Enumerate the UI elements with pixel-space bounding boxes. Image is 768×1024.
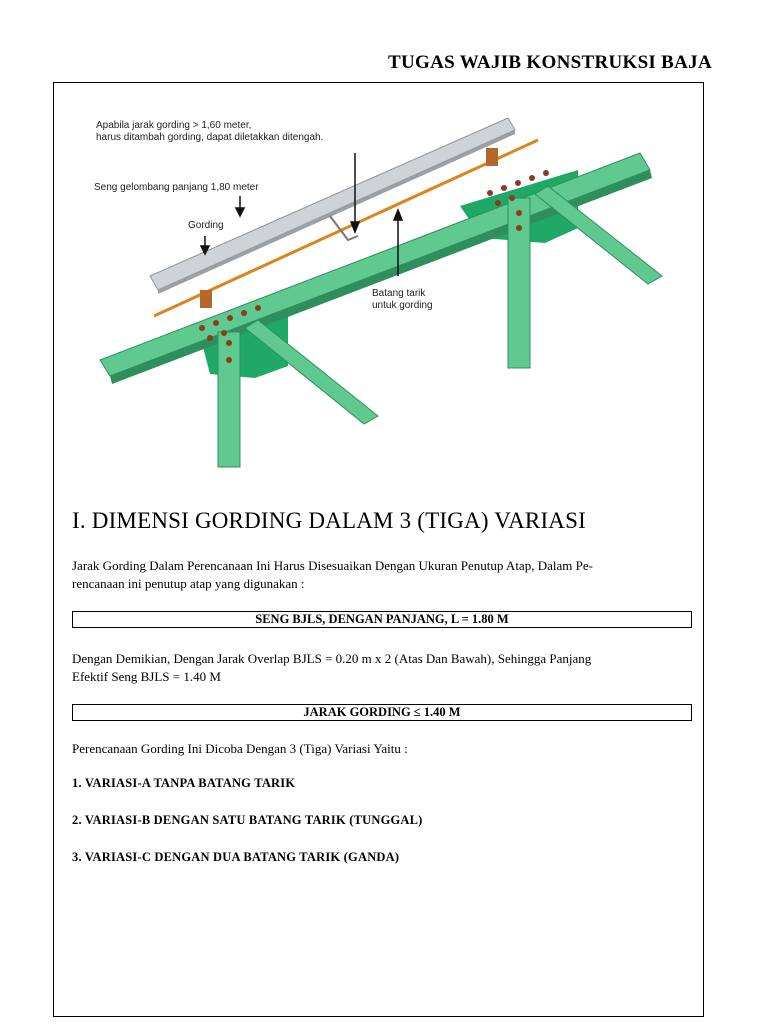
paragraph-intro-line2: rencanaan ini penutup atap yang digunakan : bbox=[72, 576, 305, 591]
paragraph-variasi-intro: Perencanaan Gording Ini Dicoba Dengan 3 (Tiga) Variasi Yaitu : bbox=[72, 741, 408, 756]
spec-box-jarak-gording: JARAK GORDING ≤ 1.40 M bbox=[72, 704, 692, 721]
label-gording: Gording bbox=[188, 220, 224, 231]
section-title: I. DIMENSI GORDING DALAM 3 (TIGA) VARIASI bbox=[72, 508, 586, 533]
roof-sheet bbox=[150, 118, 515, 290]
label-batang-tarik-line1: Batang tarik bbox=[372, 288, 426, 299]
document-header-title: TUGAS WAJIB KONSTRUKSI BAJA bbox=[388, 52, 712, 73]
label-seng-gelombang: Seng gelombang panjang 1,80 meter bbox=[94, 182, 259, 193]
list-item-variasi-a: 1. VARIASI-A TANPA BATANG TARIK bbox=[72, 776, 296, 790]
spec-box-seng-bjls: SENG BJLS, DENGAN PANJANG, L = 1.80 M bbox=[72, 611, 692, 628]
label-jarak-gording-line1: Apabila jarak gording > 1,60 meter, bbox=[96, 120, 252, 131]
paragraph-overlap-line2: Efektif Seng BJLS = 1.40 M bbox=[72, 669, 221, 684]
paragraph-intro-line1: Jarak Gording Dalam Perencanaan Ini Harus Disesuaikan Dengan Ukuran Penutup Atap, Dalam Pe- bbox=[72, 558, 593, 573]
list-item-variasi-b: 2. VARIASI-B DENGAN SATU BATANG TARIK (TUNGGAL) bbox=[72, 813, 423, 827]
illustration-svg bbox=[90, 98, 670, 473]
cleat-left bbox=[200, 290, 212, 308]
list-item-variasi-c: 3. VARIASI-C DENGAN DUA BATANG TARIK (GANDA) bbox=[72, 850, 400, 864]
paragraph-overlap-line1: Dengan Demikian, Dengan Jarak Overlap BJLS = 0.20 m x 2 (Atas Dan Bawah), Sehingga Panjang bbox=[72, 651, 592, 666]
arrow-head-down bbox=[351, 222, 359, 232]
column-right bbox=[508, 198, 530, 368]
label-batang-tarik-line2: untuk gording bbox=[372, 300, 433, 311]
roof-purlin-illustration bbox=[90, 98, 670, 473]
label-jarak-gording-line2: harus ditambah gording, dapat diletakkan ditengah. bbox=[96, 132, 324, 143]
column-left bbox=[218, 332, 240, 467]
cleat-right bbox=[486, 148, 498, 166]
